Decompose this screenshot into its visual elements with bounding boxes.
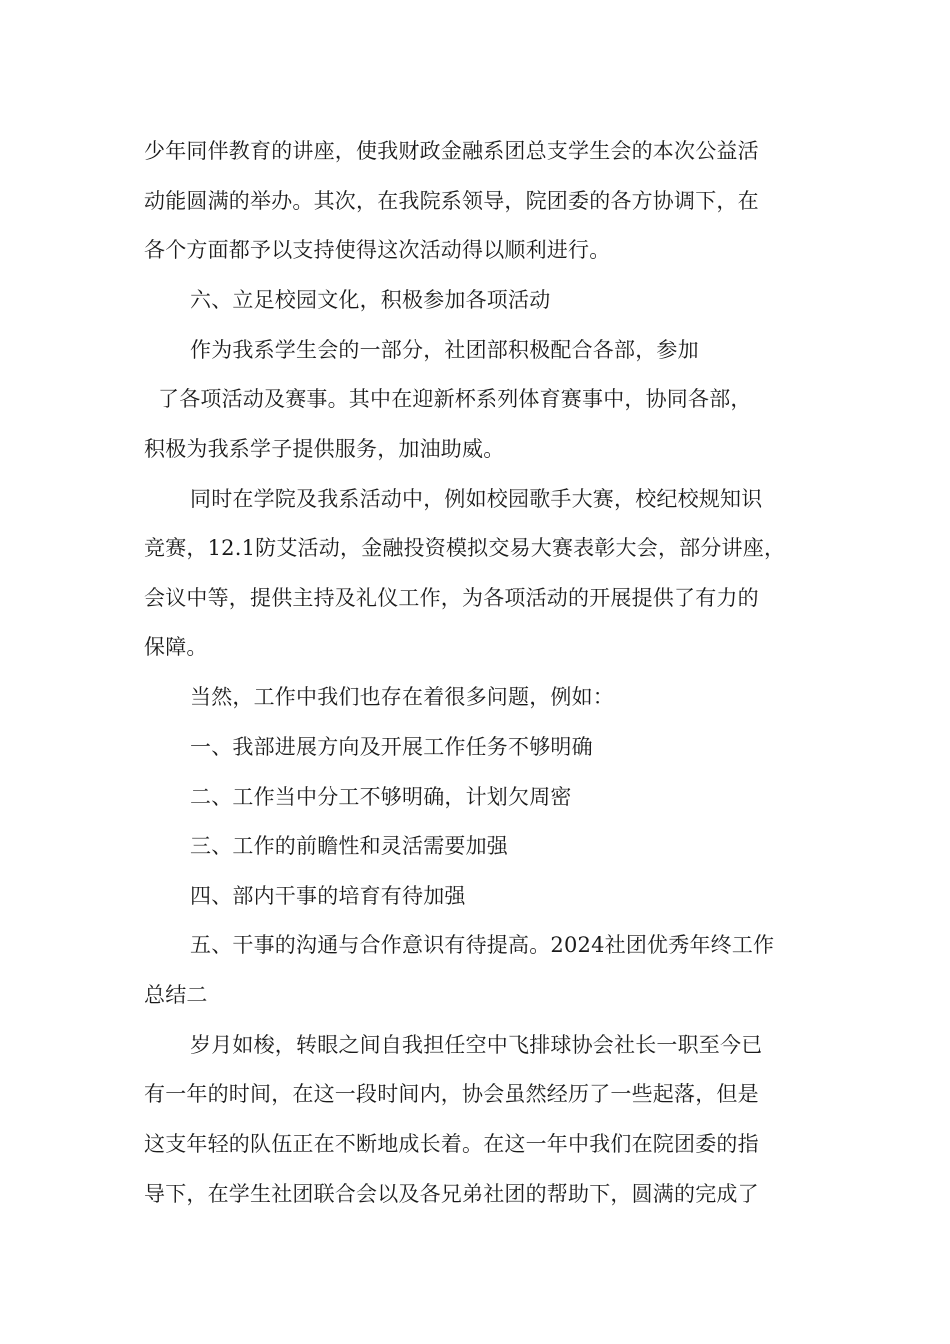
text-line: 动能圆满的举办。其次，在我院系领导，院团委的各方协调下，在 (144, 189, 759, 213)
list-item: 二、工作当中分工不够明确，计划欠周密 (190, 785, 572, 809)
text-line: 这支年轻的队伍正在不断地成长着。在这一年中我们在院团委的指 (144, 1132, 759, 1156)
text-line: 会议中等，提供主持及礼仪工作，为各项活动的开展提供了有力的 (144, 586, 759, 610)
text-line: 同时在学院及我系活动中，例如校园歌手大赛，校纪校规知识 (190, 487, 763, 511)
text-line: 有一年的时间，在这一段时间内，协会虽然经历了一些起落，但是 (144, 1082, 759, 1106)
text-line: 保障。 (144, 635, 208, 659)
text-line: 积极为我系学子提供服务，加油助威。 (144, 437, 505, 461)
section-heading: 六、立足校园文化，积极参加各项活动 (190, 288, 551, 312)
text-line: 作为我系学生会的一部分，社团部积极配合各部，参加 (190, 338, 699, 362)
text-line: 当然，工作中我们也存在着很多问题，例如： (190, 685, 614, 709)
section-title: 总结二 (144, 983, 208, 1007)
text-line: 各个方面都予以支持使得这次活动得以顺利进行。 (144, 238, 611, 262)
list-item: 四、部内干事的培育有待加强 (190, 884, 466, 908)
text-line: 竞赛，12.1防艾活动，金融投资模拟交易大赛表彰大会，部分讲座， (144, 536, 786, 560)
list-item: 五、干事的沟通与合作意识有待提高。2024社团优秀年终工作 (190, 933, 775, 957)
text-line: 少年同伴教育的讲座，使我财政金融系团总支学生会的本次公益活 (144, 139, 759, 163)
text-line: 导下，在学生社团联合会以及各兄弟社团的帮助下，圆满的完成了 (144, 1182, 759, 1206)
text-line: 了各项活动及赛事。其中在迎新杯系列体育赛事中，协同各部， (158, 387, 752, 411)
text-line: 岁月如梭，转眼之间自我担任空中飞排球协会社长一职至今已 (190, 1033, 763, 1057)
list-item: 一、我部进展方向及开展工作任务不够明确 (190, 735, 593, 759)
list-item: 三、工作的前瞻性和灵活需要加强 (190, 834, 508, 858)
